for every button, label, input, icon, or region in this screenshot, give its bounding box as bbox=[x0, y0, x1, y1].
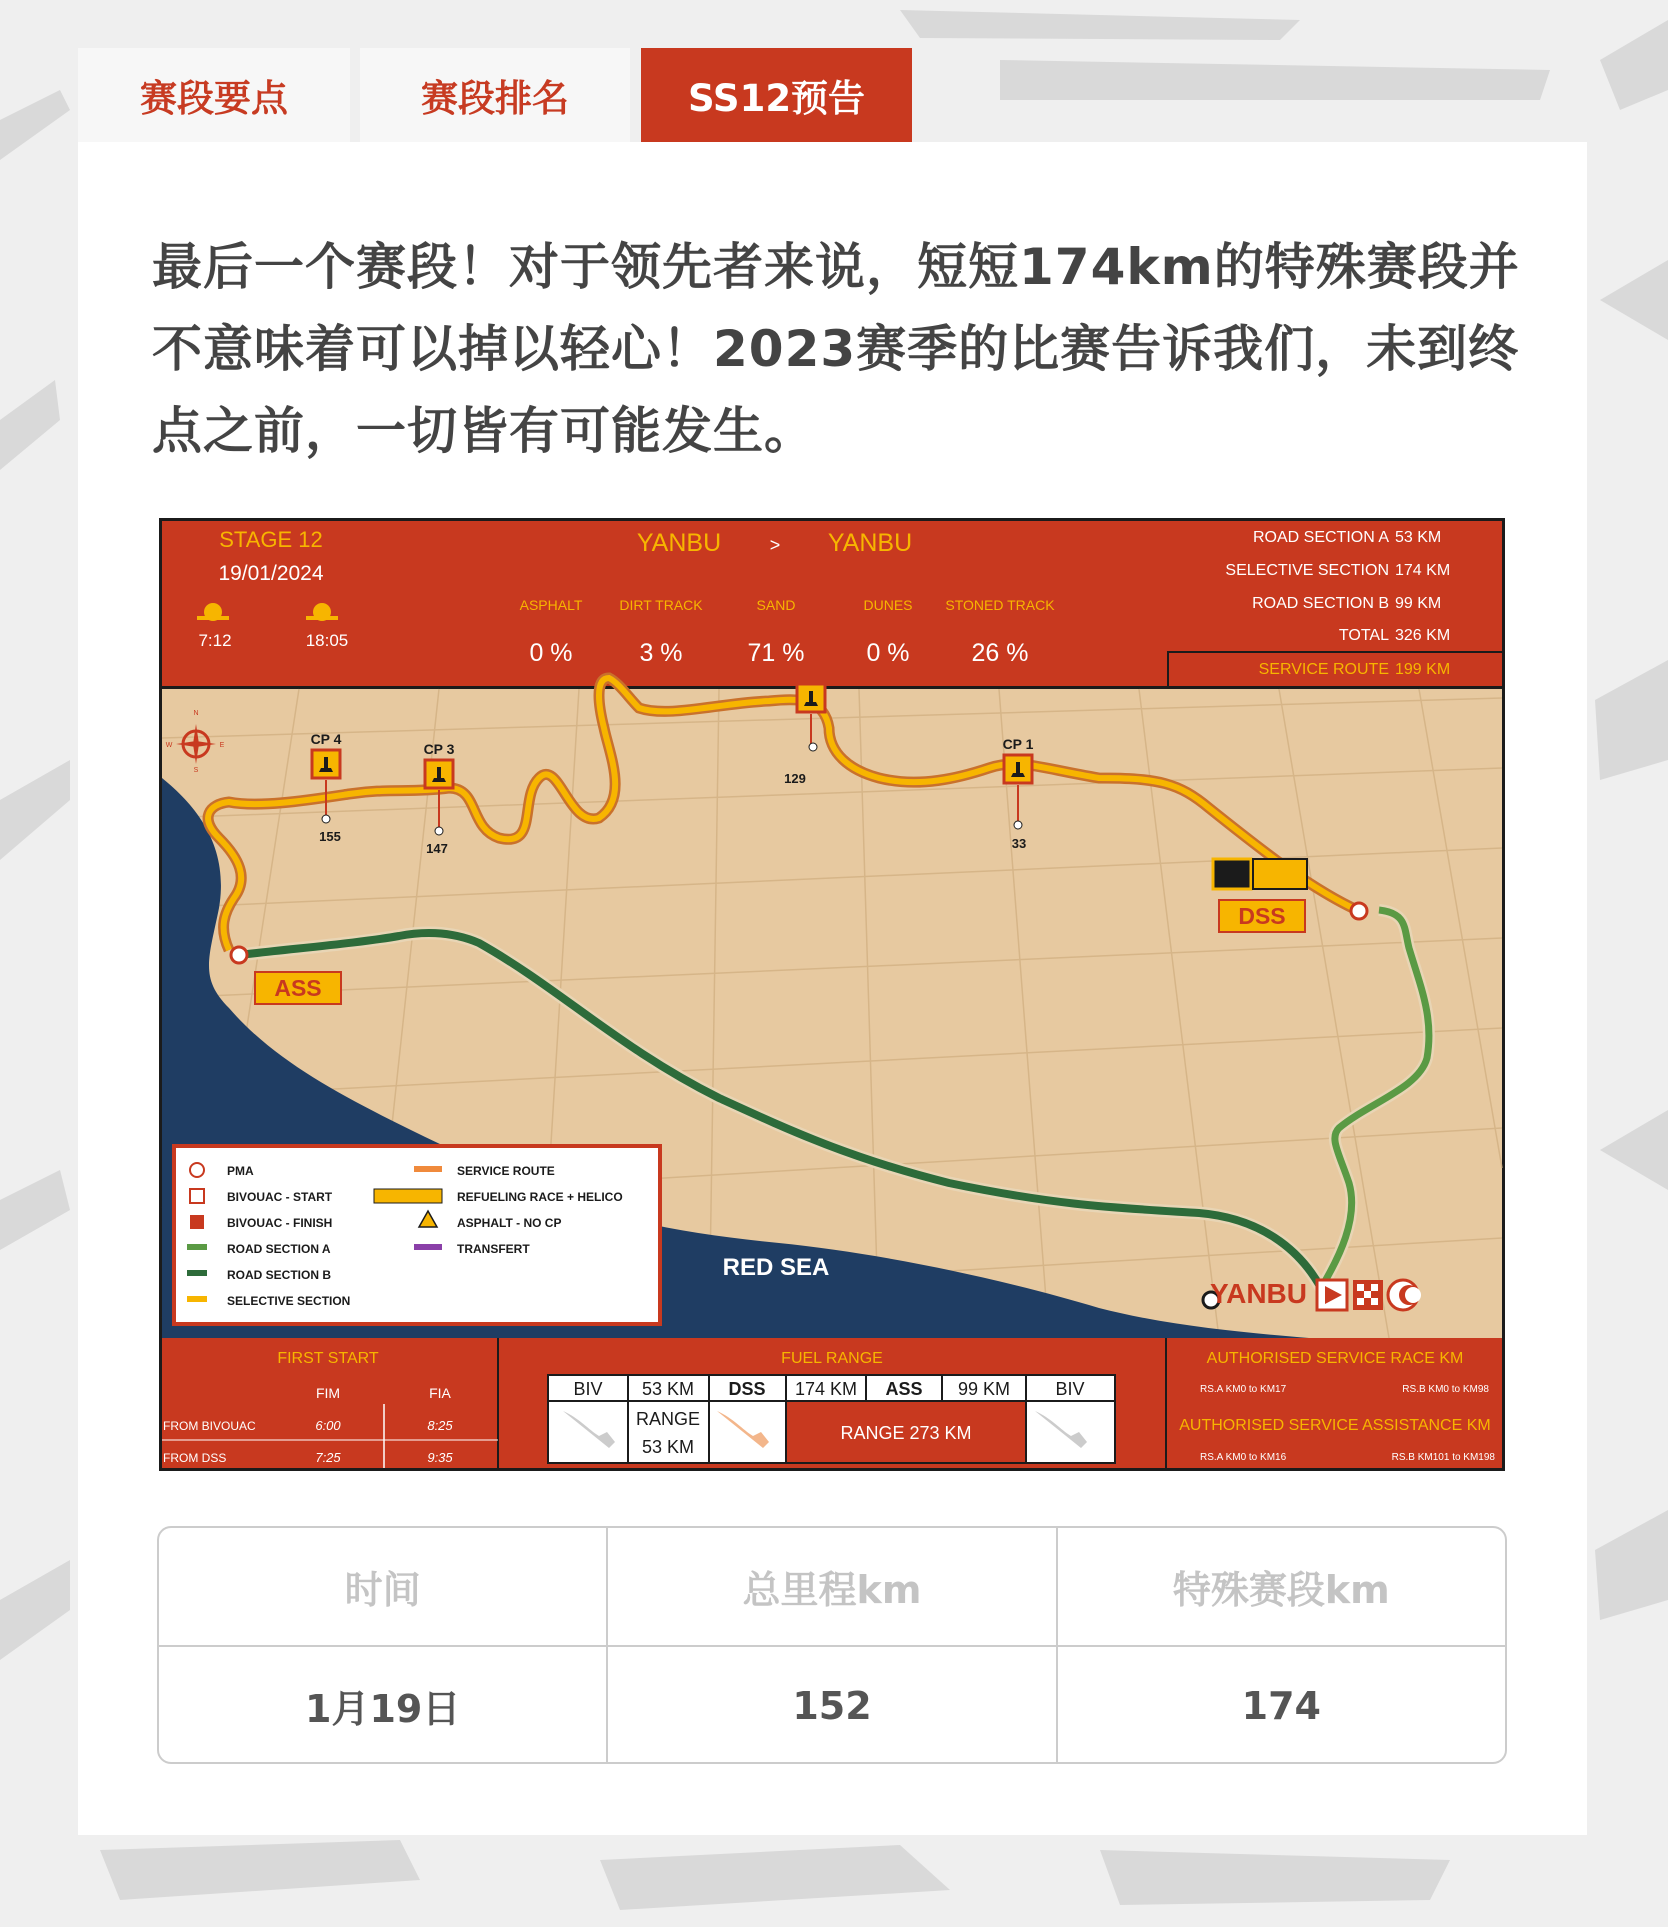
distance-value: 53 KM bbox=[1395, 529, 1442, 546]
service-assist-title: AUTHORISED SERVICE ASSISTANCE KM bbox=[1179, 1417, 1491, 1434]
checkpoint-name: CP 3 bbox=[423, 741, 455, 757]
checkpoint-km: 129 bbox=[784, 771, 806, 786]
service-route-label: SERVICE ROUTE bbox=[1258, 661, 1389, 678]
selective-section-icon bbox=[187, 1296, 207, 1302]
surface-label: DIRT TRACK bbox=[619, 597, 703, 613]
value-date: 1月19日 bbox=[305, 1687, 461, 1731]
stage-date: 19/01/2024 bbox=[218, 562, 324, 585]
dss-label: DSS bbox=[1238, 903, 1286, 929]
fuel-range-big: RANGE 273 KM bbox=[840, 1423, 972, 1443]
surface-label: STONED TRACK bbox=[945, 597, 1055, 613]
first-start-title: FIRST START bbox=[277, 1350, 379, 1367]
legend-item: BIVOUAC - FINISH bbox=[227, 1216, 333, 1230]
distance-label: ROAD SECTION A bbox=[1252, 529, 1389, 546]
intro-paragraph: 最后一个赛段！对于领先者来说，短短174km的特殊赛段并不意味着可以掉以轻心！2023赛季的比赛告诉我们，未到终点之前，一切皆有可能发生。 bbox=[152, 238, 1520, 460]
distance-label: SELECTIVE SECTION bbox=[1225, 562, 1389, 579]
service-assist-a: RS.A KM0 to KM16 bbox=[1200, 1452, 1287, 1463]
fuel-range-value: 53 KM bbox=[641, 1437, 695, 1457]
checkpoint-name: CP 1 bbox=[1002, 736, 1034, 752]
compass-e: E bbox=[219, 742, 225, 749]
sea-label: RED SEA bbox=[722, 1254, 830, 1281]
value-total-distance: 152 bbox=[606, 1647, 1055, 1764]
fuel-cell: BIV bbox=[1055, 1379, 1085, 1399]
service-route-value: 199 KM bbox=[1395, 661, 1451, 678]
first-start-value: 7:25 bbox=[315, 1450, 341, 1465]
header-date: 时间 bbox=[344, 1568, 421, 1612]
checkpoint-name: CP 4 bbox=[310, 731, 342, 747]
surface-value: 3 % bbox=[639, 639, 683, 667]
bivouac-finish-icon bbox=[190, 1215, 204, 1229]
road-section-b-icon bbox=[187, 1270, 207, 1276]
compass-w: W bbox=[165, 742, 173, 749]
sunrise-time: 7:12 bbox=[198, 631, 232, 650]
stage-stats-table bbox=[157, 1526, 1507, 1764]
service-race-b: RS.B KM0 to KM98 bbox=[1402, 1384, 1489, 1395]
fuel-range-label: RANGE bbox=[635, 1409, 701, 1429]
route-arrow: > bbox=[769, 535, 781, 555]
surface-value: 26 % bbox=[971, 639, 1029, 667]
first-start-value: 9:35 bbox=[427, 1450, 453, 1465]
fuel-range-title: FUEL RANGE bbox=[781, 1350, 883, 1367]
legend-item: ASPHALT - NO CP bbox=[457, 1216, 562, 1230]
distance-value: 174 KM bbox=[1395, 562, 1451, 579]
header-special-stage-distance: 特殊赛段km bbox=[1056, 1528, 1505, 1645]
refuel-icon bbox=[1213, 859, 1251, 889]
first-start-value: 6:00 bbox=[315, 1418, 341, 1433]
first-start-value: 8:25 bbox=[427, 1418, 453, 1433]
tab-stage-ranking[interactable] bbox=[360, 48, 630, 142]
stage-map bbox=[159, 518, 1505, 1471]
refueling-icon bbox=[374, 1189, 442, 1203]
legend-item: REFUELING RACE + HELICO bbox=[457, 1190, 623, 1204]
legend-item: ROAD SECTION B bbox=[227, 1268, 332, 1282]
first-start-col: FIA bbox=[429, 1385, 451, 1401]
fuel-cell: ASS bbox=[885, 1379, 923, 1399]
stage-number: STAGE 12 bbox=[219, 527, 323, 552]
first-start-col: FIM bbox=[315, 1385, 341, 1401]
legend-item: SELECTIVE SECTION bbox=[227, 1294, 351, 1308]
service-race-title: AUTHORISED SERVICE RACE KM bbox=[1206, 1350, 1464, 1367]
value-special-stage-distance: 174 bbox=[1056, 1647, 1505, 1764]
surface-value: 71 % bbox=[747, 639, 805, 667]
first-start-row-label: FROM DSS bbox=[163, 1451, 227, 1465]
service-race-a: RS.A KM0 to KM17 bbox=[1200, 1384, 1287, 1395]
tab-label: 赛段要点 bbox=[140, 77, 288, 120]
vehicle-icon bbox=[1253, 859, 1307, 889]
table-header-row bbox=[159, 1528, 1505, 1645]
legend-item: BIVOUAC - START bbox=[227, 1190, 333, 1204]
checkpoint-km: 33 bbox=[1011, 836, 1027, 851]
route-from: YANBU bbox=[636, 529, 722, 557]
distance-value: 326 KM bbox=[1395, 627, 1451, 644]
road-section-a-icon bbox=[187, 1244, 207, 1250]
distance-label: ROAD SECTION B bbox=[1252, 595, 1389, 612]
fuel-cell: DSS bbox=[728, 1379, 766, 1399]
first-start-row-label: FROM BIVOUAC bbox=[163, 1419, 256, 1433]
checkpoint-km: 147 bbox=[426, 841, 448, 856]
tab-stage-highlights[interactable] bbox=[78, 48, 350, 142]
surface-value: 0 % bbox=[866, 639, 910, 667]
checkpoint-km: 155 bbox=[319, 829, 341, 844]
sunset-time: 18:05 bbox=[305, 631, 349, 650]
distance-value: 99 KM bbox=[1395, 595, 1442, 612]
surface-label: SAND bbox=[756, 597, 796, 613]
surface-label: DUNES bbox=[863, 597, 913, 613]
transfert-icon bbox=[414, 1244, 442, 1250]
legend-item: PMA bbox=[227, 1164, 254, 1178]
fuel-cell: BIV bbox=[573, 1379, 603, 1399]
fuel-cell: 99 KM bbox=[957, 1379, 1011, 1399]
compass-n: N bbox=[193, 710, 199, 717]
service-route-icon bbox=[414, 1166, 442, 1172]
surface-value: 0 % bbox=[529, 639, 573, 667]
distance-label: TOTAL bbox=[1338, 627, 1389, 644]
city-label: YANBU bbox=[1210, 1278, 1307, 1309]
legend-item: SERVICE ROUTE bbox=[457, 1164, 555, 1178]
fuel-cell: 174 KM bbox=[794, 1379, 858, 1399]
service-assist-b: RS.B KM101 to KM198 bbox=[1391, 1452, 1495, 1463]
tab-ss12-preview[interactable] bbox=[641, 48, 912, 142]
surface-label: ASPHALT bbox=[519, 597, 583, 613]
route-to: YANBU bbox=[827, 529, 913, 557]
ass-label: ASS bbox=[274, 975, 322, 1001]
legend-item: ROAD SECTION A bbox=[227, 1242, 331, 1256]
fuel-cell: 53 KM bbox=[641, 1379, 695, 1399]
map-legend bbox=[174, 1146, 660, 1324]
header-total-distance: 总里程km bbox=[606, 1528, 1055, 1645]
stage-map-graphic bbox=[159, 518, 1505, 1471]
compass-s: S bbox=[193, 767, 199, 774]
tab-label: 赛段排名 bbox=[421, 77, 569, 120]
table-row bbox=[159, 1645, 1505, 1764]
tab-label: SS12预告 bbox=[687, 77, 866, 120]
legend-item: TRANSFERT bbox=[457, 1242, 530, 1256]
